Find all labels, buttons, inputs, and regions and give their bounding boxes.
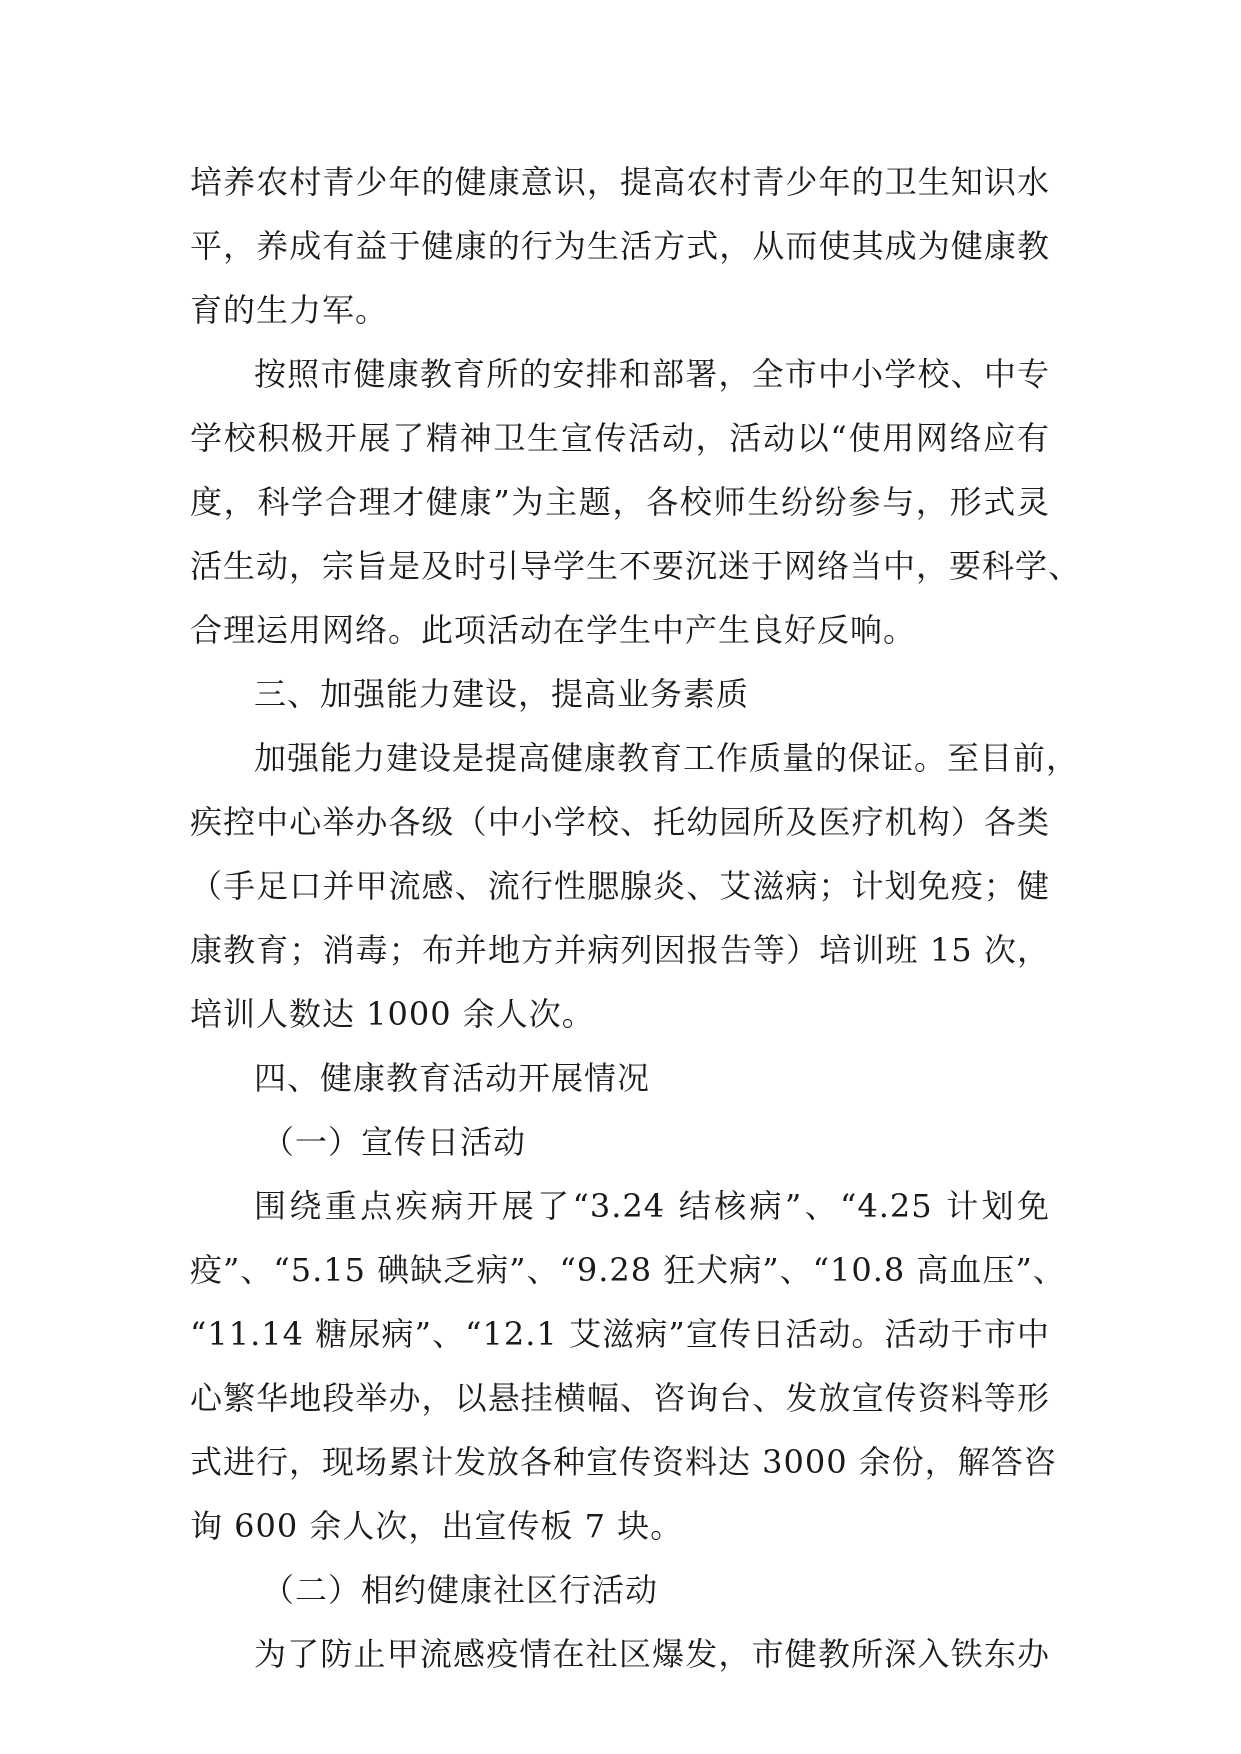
document-page [190, 150, 1082, 1686]
paragraph-line: 活生动，宗旨是及时引导学生不要沉迷于网络当中，要科学、 [190, 547, 1082, 585]
section-heading: 三、加强能力建设，提高业务素质 [254, 675, 750, 713]
paragraph-line: （手足口并甲流感、流行性腮腺炎、艾滋病；计划免疫；健 [190, 867, 1050, 905]
paragraph-line: 心繁华地段举办，以悬挂横幅、咨询台、发放宣传资料等形 [190, 1379, 1050, 1417]
paragraph-line: 疾控中心举办各级（中小学校、托幼园所及医疗机构）各类 [190, 803, 1050, 841]
paragraph-line: 度，科学合理才健康”为主题，各校师生纷纷参与，形式灵 [190, 483, 1050, 521]
paragraph-line: 询 600 余人次，出宣传板 7 块。 [190, 1507, 684, 1545]
section-heading: 四、健康教育活动开展情况 [254, 1059, 651, 1097]
subsection-heading: （一）宣传日活动 [262, 1123, 527, 1161]
paragraph-line: “11.14 糖尿病”、“12.1 艾滋病”宣传日活动。活动于市中 [190, 1315, 1050, 1353]
paragraph-line: 围绕重点疾病开展了“3.24 结核病”、“4.25 计划免 [254, 1187, 1050, 1225]
paragraph-line: 培训人数达 1000 余人次。 [190, 995, 595, 1033]
paragraph-line: 培养农村青少年的健康意识，提高农村青少年的卫生知识水 [190, 163, 1050, 201]
paragraph-line: 康教育；消毒；布并地方并病列因报告等）培训班 15 次， [190, 931, 1050, 969]
paragraph-line: 学校积极开展了精神卫生宣传活动，活动以“使用网络应有 [190, 419, 1050, 457]
subsection-heading: （二）相约健康社区行活动 [262, 1571, 659, 1609]
paragraph-line: 为了防止甲流感疫情在社区爆发，市健教所深入铁东办 [254, 1635, 1050, 1673]
paragraph-line: 疫”、“5.15 碘缺乏病”、“9.28 狂犬病”、“10.8 高血压”、 [190, 1251, 1066, 1289]
paragraph-line: 按照市健康教育所的安排和部署，全市中小学校、中专 [254, 355, 1050, 393]
paragraph-line: 加强能力建设是提高健康教育工作质量的保证。至目前， [254, 739, 1080, 777]
paragraph-line: 平，养成有益于健康的行为生活方式，从而使其成为健康教 [190, 227, 1050, 265]
paragraph-line: 育的生力军。 [190, 291, 389, 329]
paragraph-line: 合理运用网络。此项活动在学生中产生良好反响。 [190, 611, 917, 649]
paragraph-line: 式进行，现场累计发放各种宣传资料达 3000 余份，解答咨 [190, 1443, 1057, 1481]
